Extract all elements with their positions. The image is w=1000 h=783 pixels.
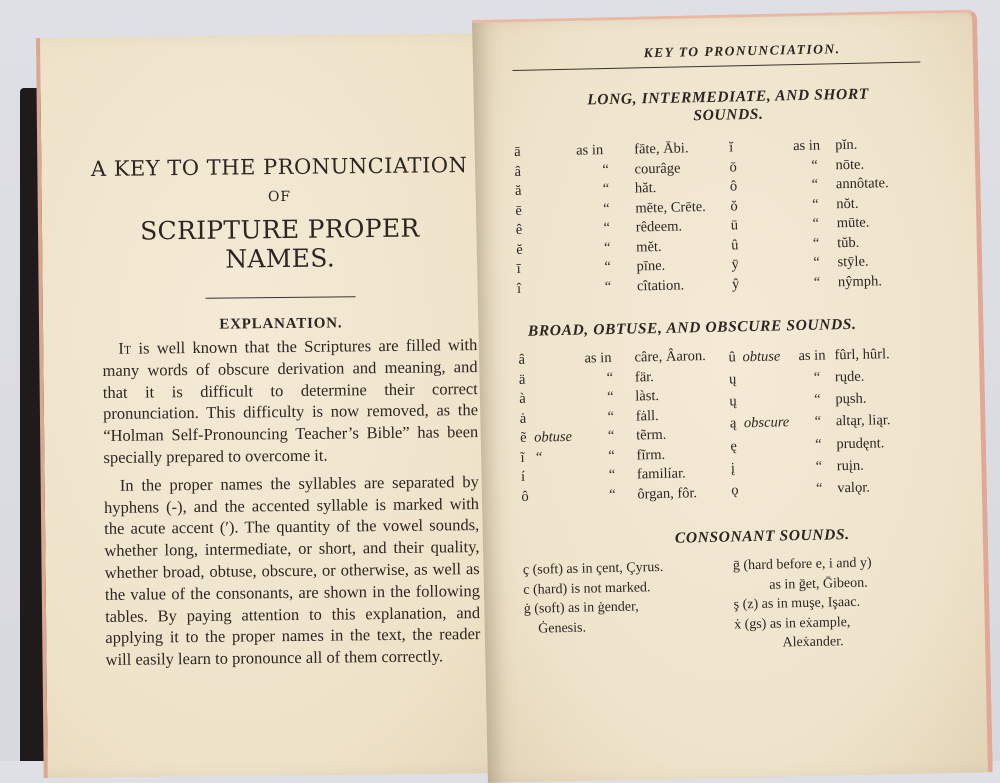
section-broad-tables bbox=[518, 342, 941, 507]
key-sym: ę bbox=[730, 438, 737, 455]
key-tag bbox=[743, 390, 799, 413]
key-sym: ŏ bbox=[730, 198, 738, 215]
section-broad-title: BROAD, OBTUSE, AND OBSCURE SOUNDS. bbox=[527, 315, 857, 340]
key-pre: “ bbox=[604, 259, 611, 276]
key-pre: “ bbox=[815, 458, 823, 475]
key-sym: ą bbox=[729, 415, 737, 433]
key-tag bbox=[535, 467, 587, 488]
key-tag: “ bbox=[534, 449, 543, 466]
key-ex: mūte. bbox=[836, 214, 870, 232]
drop-word: It bbox=[118, 338, 132, 358]
long-table-left bbox=[514, 138, 732, 298]
key-sym: į bbox=[730, 460, 736, 477]
key-ex: annôtate. bbox=[835, 175, 889, 193]
key-pre: as in bbox=[584, 350, 612, 367]
key-pre: “ bbox=[604, 278, 612, 295]
key-ex: fāte, Ābi. bbox=[633, 140, 689, 158]
key-pre: “ bbox=[606, 369, 614, 386]
key-ex: ôrgan, fôr. bbox=[637, 484, 698, 503]
key-pre: “ bbox=[812, 215, 820, 232]
key-pre: “ bbox=[814, 391, 821, 408]
key-sym: ĕ bbox=[516, 241, 523, 258]
key-sym: ų bbox=[728, 371, 737, 388]
key-pre: “ bbox=[813, 369, 821, 386]
key-tag bbox=[534, 408, 586, 429]
key-ex: hăt. bbox=[634, 180, 657, 197]
left-title-block bbox=[89, 153, 471, 335]
key-row bbox=[731, 476, 941, 503]
key-pre: “ bbox=[603, 200, 610, 217]
key-sym: ĭ bbox=[728, 139, 734, 156]
key-ex: stȳle. bbox=[837, 253, 869, 271]
explanation-heading: EXPLANATION. bbox=[219, 315, 343, 333]
key-sym: ô bbox=[521, 488, 529, 505]
key-tag: obtuse bbox=[534, 429, 573, 446]
key-pre: “ bbox=[814, 436, 822, 453]
key-tag bbox=[533, 369, 585, 390]
key-ex: cîtation. bbox=[636, 277, 685, 295]
key-tag bbox=[743, 367, 799, 390]
broad-table-right bbox=[728, 342, 941, 502]
consonant-line: ẋ (gs) as in eẋample, bbox=[733, 614, 851, 632]
key-pre: “ bbox=[813, 254, 820, 271]
key-sym: ă bbox=[514, 183, 522, 200]
key-tag bbox=[745, 479, 801, 502]
key-pre: “ bbox=[608, 447, 615, 464]
running-head-rule bbox=[512, 61, 920, 71]
consonant-line: ḡ (hard before e, i and y) bbox=[732, 555, 872, 574]
consonant-line: ġ (soft) as in ġender, bbox=[523, 599, 639, 617]
key-sym: ä bbox=[518, 371, 526, 388]
key-ex: pĭn. bbox=[834, 137, 858, 154]
key-pre: “ bbox=[607, 408, 615, 425]
key-tag bbox=[532, 350, 584, 371]
key-pre: “ bbox=[602, 161, 609, 178]
key-tag bbox=[744, 434, 800, 457]
key-sym: ȧ bbox=[519, 410, 527, 427]
key-sym: ų bbox=[729, 393, 737, 410]
explanation-paragraph-1 bbox=[102, 334, 478, 469]
key-ex: altąr, liąr. bbox=[835, 412, 891, 430]
title-divider bbox=[206, 296, 356, 299]
consonant-block bbox=[523, 552, 945, 658]
key-sym: ū bbox=[730, 217, 739, 234]
running-head: KEY TO PRONUNCIATION. bbox=[643, 41, 841, 61]
section-long-tables bbox=[514, 134, 937, 299]
consonant-right-column bbox=[733, 552, 945, 654]
key-pre: “ bbox=[602, 181, 610, 198]
consonant-line: ş (z) as in muşe, Işaac. bbox=[733, 594, 861, 613]
explanation-paragraph-2: In the proper names the syllables are separated by hyphens (-), and the accented syllable is marked with the acute accent (′). The quantity of the vowel sounds, whether long, intermediate, or short, and their quality, whether broad, obtuse, obscure, or otherwise, as well as the value of the consonants, are shown in the following tables. By paying attention to this explanation, and applying it to the proper names in the text, the reader will easily learn to pronounce all of them correctly. bbox=[103, 471, 481, 670]
key-ex: tŭb. bbox=[836, 234, 860, 251]
key-ex: fûrl, hûrl. bbox=[834, 345, 890, 363]
key-sym: â bbox=[518, 352, 526, 369]
key-pre: as in bbox=[576, 142, 604, 159]
broad-table-left bbox=[518, 347, 731, 507]
consonant-left-column bbox=[523, 556, 735, 658]
key-pre: “ bbox=[608, 486, 616, 503]
title-line-3: SCRIPTURE PROPER NAMES. bbox=[140, 213, 420, 274]
key-sym: ō bbox=[729, 159, 737, 176]
key-ex: prudęnt. bbox=[836, 435, 885, 453]
key-ex: ruįn. bbox=[836, 457, 864, 475]
key-sym: û bbox=[728, 349, 736, 366]
key-pre: as in bbox=[798, 347, 826, 364]
key-pre: “ bbox=[812, 235, 820, 252]
key-sym: ẽ bbox=[520, 430, 527, 447]
key-ex: nŏt. bbox=[836, 195, 859, 212]
key-ex: pųsh. bbox=[835, 390, 867, 408]
key-pre: “ bbox=[811, 196, 819, 213]
key-pre: “ bbox=[606, 389, 614, 406]
key-pre: “ bbox=[814, 414, 822, 431]
section-consonant-title: CONSONANT SOUNDS. bbox=[674, 526, 850, 547]
consonant-line: Aleẋander. bbox=[782, 634, 844, 651]
consonant-line: c (hard) is not marked. bbox=[523, 579, 651, 598]
explanation-body bbox=[102, 334, 481, 677]
pronunciation-key bbox=[512, 39, 947, 748]
key-row bbox=[521, 483, 731, 507]
key-ex: mēte, Crēte. bbox=[635, 198, 707, 217]
key-sym: ȳ bbox=[731, 256, 740, 273]
section-long-title: LONG, INTERMEDIATE, AND SHORT SOUNDS. bbox=[587, 85, 870, 125]
key-pre: “ bbox=[813, 274, 821, 291]
key-ex: courâge bbox=[634, 160, 681, 178]
key-pre: “ bbox=[607, 428, 615, 445]
key-ex: fĩrm. bbox=[636, 446, 666, 464]
key-sym: î bbox=[516, 280, 522, 297]
key-sym: í bbox=[520, 469, 526, 486]
key-ex: rêdeem. bbox=[635, 218, 683, 236]
key-tag bbox=[535, 486, 587, 507]
key-tag bbox=[533, 389, 585, 410]
key-pre: “ bbox=[603, 220, 611, 237]
key-pre: “ bbox=[815, 480, 823, 498]
key-ex: fȧll. bbox=[635, 407, 659, 425]
key-ex: pīne. bbox=[636, 258, 666, 275]
key-ex: nōte. bbox=[835, 156, 865, 173]
key-sym: ā bbox=[514, 144, 521, 161]
key-tag bbox=[745, 456, 801, 479]
key-pre: “ bbox=[603, 239, 611, 256]
key-pre: as in bbox=[792, 137, 821, 155]
paragraph-1-text: is well known that the Scriptures are filled with many words of obscure derivation and meaning, and that it is difficult to determine their correct pronunciation. This difficulty is now removed, as the “Holman Self-Pronouncing Teacher’s Bible” has been specially prepared to overcome it. bbox=[102, 335, 479, 467]
key-sym: ĩ bbox=[520, 449, 525, 466]
key-sym: à bbox=[519, 391, 526, 408]
key-row bbox=[732, 271, 922, 294]
key-ex: tẽrm. bbox=[635, 427, 667, 444]
key-sym: ŷ bbox=[731, 276, 740, 293]
long-table-right bbox=[729, 134, 922, 294]
key-ex: làst. bbox=[635, 388, 660, 405]
title-line-2: OF bbox=[267, 188, 292, 206]
key-sym: ē bbox=[515, 202, 523, 219]
key-pre: “ bbox=[811, 176, 819, 194]
key-tag: obtuse bbox=[742, 348, 781, 365]
key-sym: û bbox=[731, 237, 739, 254]
key-ex: familíar. bbox=[636, 465, 686, 483]
key-sym: ǫ bbox=[731, 482, 739, 499]
key-pre: “ bbox=[608, 467, 616, 484]
key-pre: “ bbox=[811, 157, 818, 174]
key-tag: obscure bbox=[743, 414, 790, 432]
key-sym: ī bbox=[516, 261, 521, 278]
key-ex: fär. bbox=[634, 368, 655, 386]
key-sym: ê bbox=[515, 222, 523, 239]
key-ex: nŷmph. bbox=[837, 273, 883, 290]
key-ex: valǫr. bbox=[837, 479, 871, 497]
key-sym: â bbox=[514, 163, 522, 180]
consonant-line: ç (soft) as in çent, Çyrus. bbox=[522, 559, 664, 578]
consonant-line: Ġenesis. bbox=[538, 620, 587, 637]
key-ex: rųde. bbox=[834, 368, 865, 386]
title-line-1: A KEY TO THE PRONUNCIATION bbox=[90, 153, 468, 181]
consonant-line: as in ḡet, Ḡibeon. bbox=[769, 575, 868, 593]
key-row bbox=[517, 275, 732, 299]
key-ex: câre, Âaron. bbox=[634, 348, 706, 366]
key-sym: ô bbox=[729, 178, 738, 195]
key-ex: mĕt. bbox=[636, 238, 662, 256]
